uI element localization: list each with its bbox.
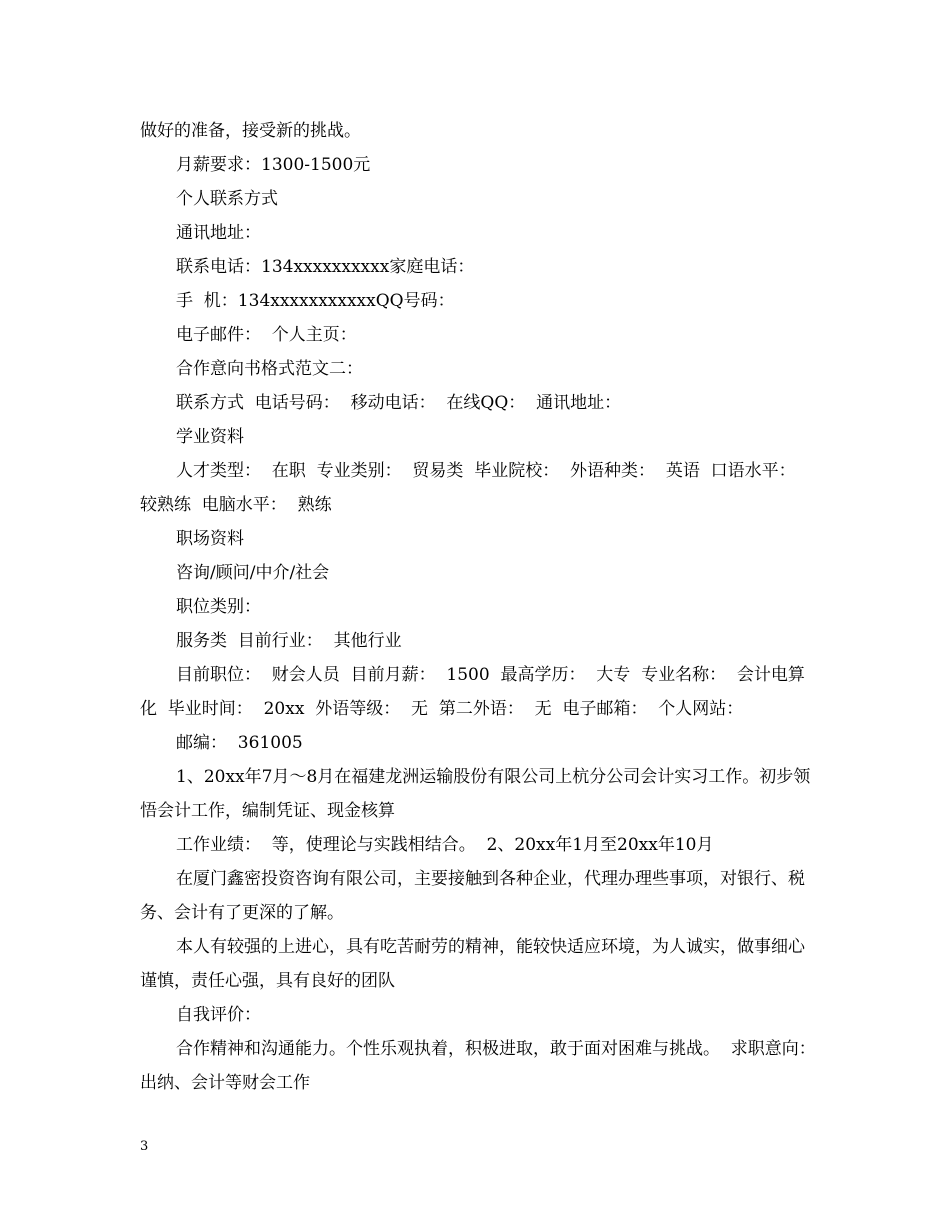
paragraph-10: 学业资料 (176, 427, 244, 447)
paragraph-5: 联系电话：134xxxxxxxxxx家庭电话： (176, 257, 475, 277)
paragraph-12: 职场资料 (176, 529, 244, 549)
document-body (140, 114, 827, 1100)
paragraph-2: 月薪要求：1300-1500元 (176, 155, 371, 175)
paragraph-3: 个人联系方式 (176, 189, 278, 209)
paragraph-6: 手 机：134xxxxxxxxxxxQQ号码： (176, 291, 455, 311)
paragraph-22: 自我评价： (176, 1005, 261, 1025)
paragraph-11: 人才类型： 在职 专业类别： 贸易类 毕业院校： 外语种类： 英语 口语水平： 较熟练 电脑水平： 熟练 (140, 461, 807, 515)
paragraph-8: 合作意向书格式范文二： (176, 359, 363, 379)
paragraph-1: 做好的准备，接受新的挑战。 (140, 121, 361, 141)
paragraph-13: 咨询/顾问/中介/社会 (176, 563, 330, 583)
paragraph-19: 工作业绩： 等，使理论与实践相结合。 2、20xx年1月至20xx年10月 (176, 835, 714, 855)
paragraph-7: 电子邮件： 个人主页： (176, 325, 357, 345)
page-number: 3 (140, 1139, 149, 1154)
paragraph-15: 服务类 目前行业： 其他行业 (176, 631, 402, 651)
paragraph-9: 联系方式 电话号码： 移动电话： 在线QQ： 通讯地址： (176, 393, 622, 413)
paragraph-20: 在厦门鑫密投资咨询有限公司，主要接触到各种企业，代理办理些事项，对银行、税务、会计有了更深的了解。 (140, 869, 805, 923)
paragraph-4: 通讯地址： (176, 223, 261, 243)
paragraph-18: 1、20xx年7月～8月在福建龙洲运输股份有限公司上杭分公司会计实习工作。初步领悟会计工作，编制凭证、现金核算 (140, 767, 811, 821)
paragraph-14: 职位类别： (176, 597, 261, 617)
paragraph-16: 目前职位： 财会人员 目前月薪： 1500 最高学历： 大专 专业名称： 会计电算化 毕业时间： 20xx 外语等级： 无 第二外语： 无 电子邮箱： 个人网站： (140, 665, 805, 719)
paragraph-17: 邮编： 361005 (176, 733, 303, 753)
paragraph-21: 本人有较强的上进心，具有吃苦耐劳的精神，能较快适应环境，为人诚实，做事细心谨慎，责任心强，具有良好的团队 (140, 937, 805, 991)
paragraph-23: 合作精神和沟通能力。个性乐观执着，积极进取，敢于面对困难与挑战。 求职意向： 出纳、会计等财会工作 (140, 1039, 827, 1093)
